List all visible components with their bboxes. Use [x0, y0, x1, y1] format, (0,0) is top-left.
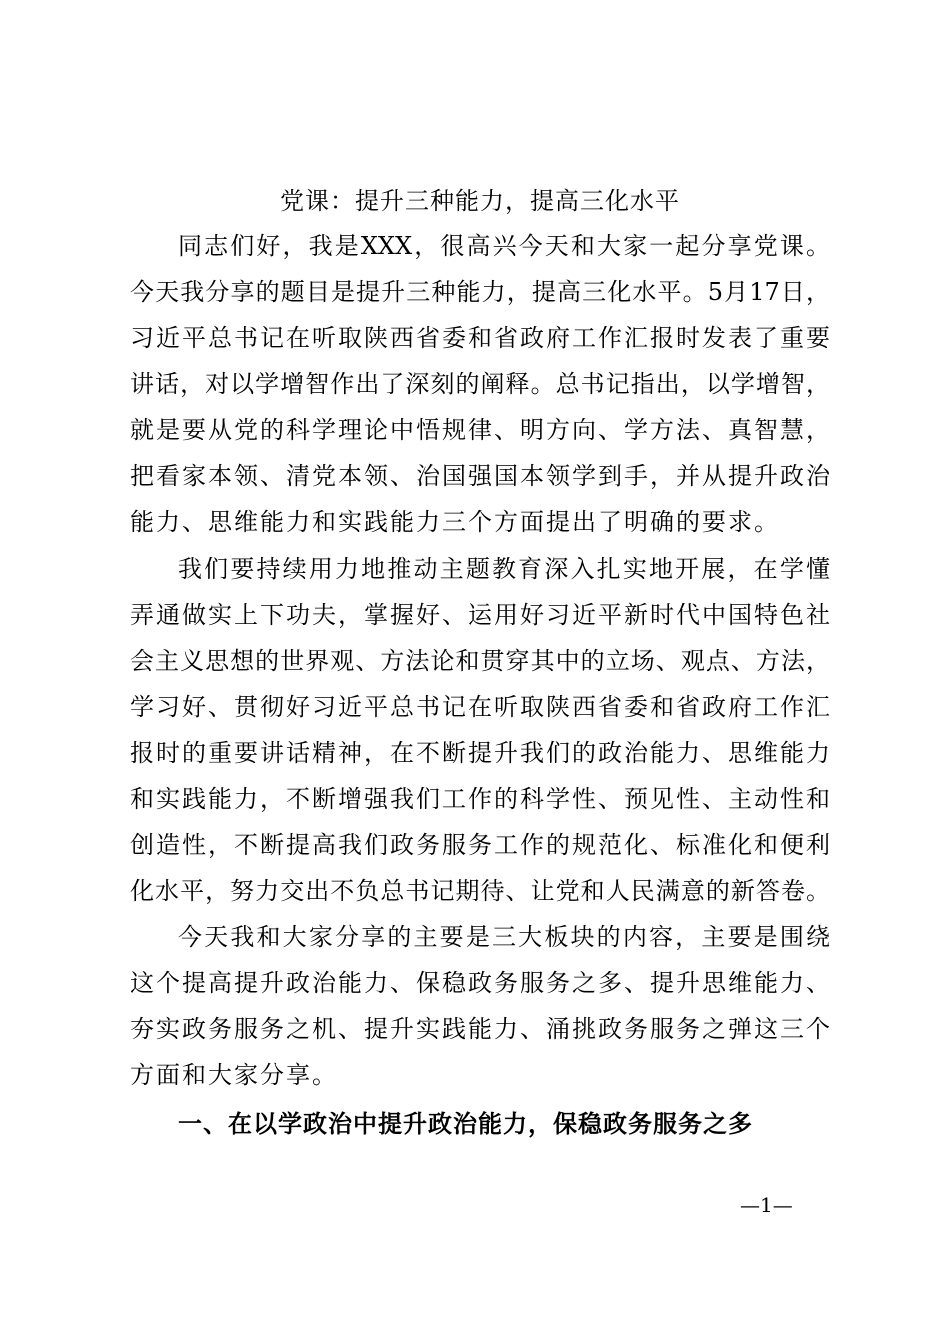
paragraph-2-line-5: 报时的重要讲话精神，在不断提升我们的政治能力、思维能力: [130, 739, 830, 767]
paragraph-3-line-4: 方面和大家分享。: [130, 1061, 338, 1089]
paragraph-3-line-2: 这个提高提升政治能力、保稳政务服务之多、提升思维能力、: [130, 969, 830, 997]
paragraph-1-line-2: 今天我分享的题目是提升三种能力，提高三化水平。5月17日，: [130, 278, 830, 306]
section-heading: 一、在以学政治中提升政治能力，保稳政务服务之多: [178, 1109, 753, 1138]
paragraph-1-line-4: 讲话，对以学增智作出了深刻的阐释。总书记指出，以学增智，: [130, 370, 830, 398]
paragraph-2-line-2: 弄通做实上下功夫，掌握好、运用好习近平新时代中国特色社: [130, 601, 830, 629]
paragraph-1-line-3: 习近平总书记在听取陕西省委和省政府工作汇报时发表了重要: [130, 324, 830, 352]
paragraph-2-line-3: 会主义思想的世界观、方法论和贯穿其中的立场、观点、方法，: [130, 647, 830, 675]
document-title: 党课：提升三种能力，提高三化水平: [280, 187, 680, 215]
paragraph-2-line-7: 创造性，不断提高我们政务服务工作的规范化、标准化和便利: [130, 831, 830, 859]
paragraph-1-line-5: 就是要从党的科学理论中悟规律、明方向、学方法、真智慧，: [130, 416, 830, 444]
paragraph-2-line-4: 学习好、贯彻好习近平总书记在听取陕西省委和省政府工作汇: [130, 693, 830, 721]
paragraph-2-line-8: 化水平，努力交出不负总书记期待、让党和人民满意的新答卷。: [130, 877, 830, 905]
page-number: —1—: [740, 1193, 793, 1217]
paragraph-2-line-1: 我们要持续用力地推动主题教育深入扎实地开展，在学懂: [178, 555, 830, 583]
paragraph-3-line-1: 今天我和大家分享的主要是三大板块的内容，主要是围绕: [178, 923, 830, 951]
paragraph-2-line-6: 和实践能力，不断增强我们工作的科学性、预见性、主动性和: [130, 785, 830, 813]
paragraph-1-line-6: 把看家本领、清党本领、治国强国本领学到手，并从提升政治: [130, 462, 830, 490]
paragraph-3-line-3: 夯实政务服务之机、提升实践能力、涌挑政务服务之弹这三个: [130, 1015, 830, 1043]
paragraph-1-line-1: 同志们好，我是XXX，很高兴今天和大家一起分享党课。: [178, 232, 830, 260]
paragraph-1-line-7: 能力、思维能力和实践能力三个方面提出了明确的要求。: [130, 508, 780, 536]
